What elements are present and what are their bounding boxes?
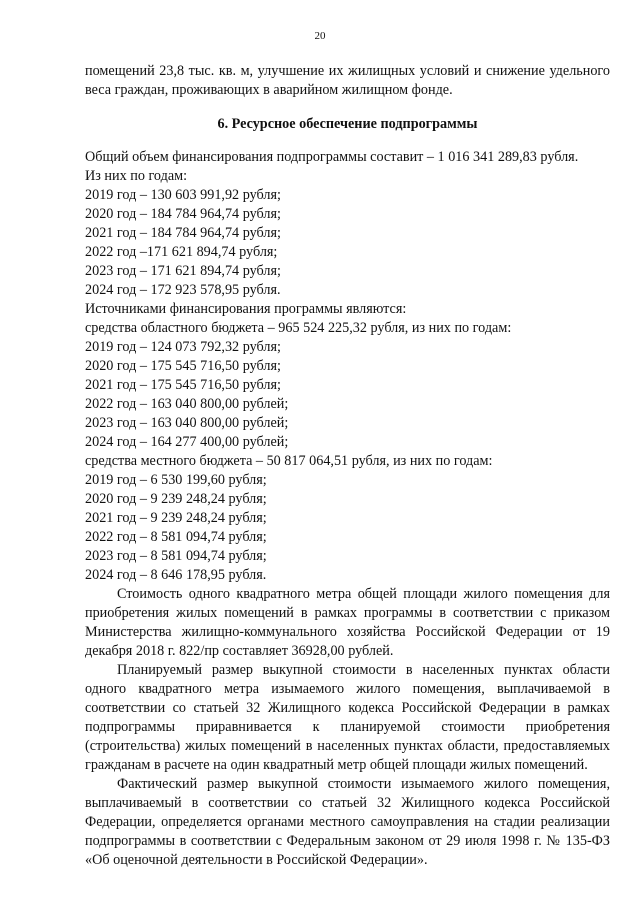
total-year-line: 2021 год – 184 784 964,74 рубля; xyxy=(85,225,281,241)
regional-year-line: 2024 год – 164 277 400,00 рублей; xyxy=(85,434,289,450)
local-budget-line: средства местного бюджета – 50 817 064,51 рубля, из них по годам: xyxy=(85,453,493,469)
regional-year-line: 2021 год – 175 545 716,50 рубля; xyxy=(85,377,281,393)
total-year-line: 2023 год – 171 621 894,74 рубля; xyxy=(85,263,281,279)
regional-budget-line: средства областного бюджета – 965 524 225,32 рубля, из них по годам: xyxy=(85,320,512,336)
regional-year-line: 2019 год – 124 073 792,32 рубля; xyxy=(85,339,281,355)
actual-price-paragraph: Фактический размер выкупной стоимости изымаемого жилого помещения, выплачиваемый в соответствии со статьей 32 Жилищного кодекса Российской Федерации, определяется органами местного самоуправления на стадии реализации подпрограммы в соответствии с Федеральным законом от 29 июля 1998 г. № 135-ФЗ «Об оценочной деятельности в Российской Федерации». xyxy=(85,776,610,868)
local-year-line: 2023 год – 8 581 094,74 рубля; xyxy=(85,548,267,564)
regional-year-line: 2023 год – 163 040 800,00 рублей; xyxy=(85,415,289,431)
page-content xyxy=(85,62,610,870)
total-years-intro: Из них по годам: xyxy=(85,168,188,184)
local-year-line: 2020 год – 9 239 248,24 рубля; xyxy=(85,491,267,507)
regional-year-line: 2022 год – 163 040 800,00 рублей; xyxy=(85,396,289,412)
planned-price-paragraph: Планируемый размер выкупной стоимости в населенных пунктах области одного квадратного метра изымаемого жилого помещения, выплачиваемой в соответствии со статьей 32 Жилищного кодекса Российской Федерации в рамках подпрограммы приравнивается к планируемой стоимости приобретения (строительства) жилых помещений в населенных пунктах области, предоставляемых гражданам в расчете на один квадратный метр общей площади жилых помещений. xyxy=(85,662,610,773)
total-year-line: 2019 год – 130 603 991,92 рубля; xyxy=(85,187,281,203)
total-year-line: 2020 год – 184 784 964,74 рубля; xyxy=(85,206,281,222)
local-year-line: 2022 год – 8 581 094,74 рубля; xyxy=(85,529,267,545)
cost-paragraph: Стоимость одного квадратного метра общей площади жилого помещения для приобретения жилых помещений в рамках программы в соответствии с приказом Министерства жилищно-коммунального хозяйства Российской Федерации от 19 декабря 2018 г. 822/пр составляет 36928,00 рублей. xyxy=(85,586,610,659)
intro-paragraph: помещений 23,8 тыс. кв. м, улучшение их жилищных условий и снижение удельного веса граждан, проживающих в аварийном жилищном фонде. xyxy=(85,63,610,98)
total-year-line: 2022 год –171 621 894,74 рубля; xyxy=(85,244,278,260)
sources-intro: Источниками финансирования программы являются: xyxy=(85,301,407,317)
total-funding-line: Общий объем финансирования подпрограммы составит – 1 016 341 289,83 рубля. xyxy=(85,149,579,165)
local-year-line: 2019 год – 6 530 199,60 рубля; xyxy=(85,472,267,488)
page-number: 20 xyxy=(314,30,326,42)
regional-year-line: 2020 год – 175 545 716,50 рубля; xyxy=(85,358,281,374)
total-year-line: 2024 год – 172 923 578,95 рубля. xyxy=(85,282,281,298)
local-year-line: 2024 год – 8 646 178,95 рубля. xyxy=(85,567,267,583)
local-year-line: 2021 год – 9 239 248,24 рубля; xyxy=(85,510,267,526)
section-heading: 6. Ресурсное обеспечение подпрограммы xyxy=(217,116,478,132)
